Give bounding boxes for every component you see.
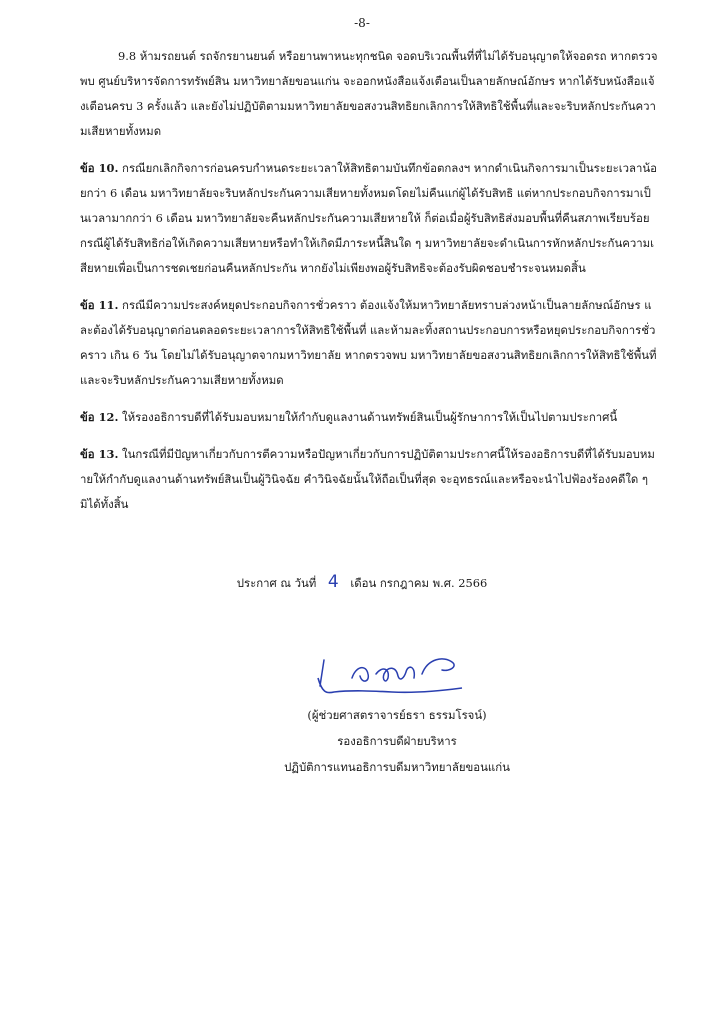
date-day-handwritten: 4 — [327, 572, 339, 592]
clause-text: ห้ามรถยนต์ รถจักรยานยนต์ หรือยานพาหนะทุกชนิด จอดบริเวณพื้นที่ที่ไม่ได้รับอนุญาตให้จอดรถ หากตรวจพบ ศูนย์บริหารจัดการทรัพย์สิน มหาวิทยาลัยขอนแก่น จะออกหนังสือแจ้งเตือนเป็นลายลักษณ์อักษร หากได้รับหนังสือแจ้งเตือนครบ 3 ครั้งแล้ว และยังไม่ปฏิบัติตามมหาวิทยาลัยขอสงวนสิทธิยกเลิกการให้สิทธิใช้พื้นที่และจะริบหลักประกันความเสียหายทั้งหมด — [80, 49, 658, 138]
document-body — [80, 44, 658, 529]
clause-text: ในกรณีที่มีปัญหาเกี่ยวกับการตีความหรือปัญหาเกี่ยวกับการปฏิบัติตามประกาศนี้ให้รองอธิการบดีที่ได้รับมอบหมายให้กำกับดูแลงานด้านทรัพย์สินเป็นผู้วินิจฉัย คำวินิจฉัยนั้นให้ถือเป็นที่สุด จะอุทธรณ์และหรือจะนำไปฟ้องร้องคดีใด ๆ มิได้ทั้งสิ้น — [80, 447, 655, 511]
clause-label: ข้อ 12. — [80, 410, 119, 424]
clause-12 — [80, 405, 658, 430]
clause-label: ข้อ 10. — [80, 161, 119, 175]
clause-9-8 — [80, 44, 658, 144]
handwritten-signature — [312, 648, 472, 700]
clause-label: 9.8 — [118, 49, 137, 63]
clause-13 — [80, 442, 658, 517]
clause-label: ข้อ 13. — [80, 447, 119, 461]
clause-text: กรณีมีความประสงค์หยุดประกอบกิจการชั่วคราว ต้องแจ้งให้มหาวิทยาลัยทราบล่วงหน้าเป็นลายลักษณ์อักษร และต้องได้รับอนุญาตก่อนตลอดระยะเวลาการให้สิทธิใช้พื้นที่ และห้ามละทิ้งสถานประกอบการหรือหยุดประกอบกิจการชั่วคราว เกิน 6 วัน โดยไม่ได้รับอนุญาตจากมหาวิทยาลัย หากตรวจพบ มหาวิทยาลัยขอสงวนสิทธิยกเลิกการให้สิทธิใช้พื้นที่และจะริบหลักประกันความเสียหายทั้งหมด — [80, 298, 657, 387]
signer-name: (ผู้ช่วยศาสตราจารย์ธรา ธรรมโรจน์) — [307, 708, 487, 722]
clause-10 — [80, 156, 658, 281]
signer-position: รองอธิการบดีฝ่ายบริหาร — [337, 734, 457, 748]
clause-11 — [80, 293, 658, 393]
clause-text: กรณียกเลิกกิจการก่อนครบกำหนดระยะเวลาให้สิทธิตามบันทึกข้อตกลงฯ หากดำเนินกิจการมาเป็นระยะเวลาน้อยกว่า 6 เดือน มหาวิทยาลัยจะริบหลักประกันความเสียหายทั้งหมดโดยไม่คืนแก่ผู้ได้รับสิทธิ แต่หากประกอบกิจการมาเป็นเวลามากกว่า 6 เดือน มหาวิทยาลัยจะคืนหลักประกันความเสียหายให้ ก็ต่อเมื่อผู้รับสิทธิส่งมอบพื้นที่คืนสภาพเรียบร้อย กรณีผู้ได้รับสิทธิก่อให้เกิดความเสียหายหรือทำให้เกิดมีภาระหนี้สินใด ๆ มหาวิทยาลัยจะดำเนินการหักหลักประกันความเสียหายเพื่อเป็นการชดเชยก่อนคืนหลักประกัน หากยังไม่เพียงพอผู้รับสิทธิจะต้องรับผิดชอบชำระจนหมดสิ้น — [80, 161, 657, 275]
announcement-date — [0, 572, 724, 593]
signer-acting-role: ปฏิบัติการแทนอธิการบดีมหาวิทยาลัยขอนแก่น — [284, 760, 510, 774]
clause-text: ให้รองอธิการบดีที่ได้รับมอบหมายให้กำกับดูแลงานด้านทรัพย์สินเป็นผู้รักษาการให้เป็นไปตามประกาศนี้ — [122, 410, 618, 424]
clause-label: ข้อ 11. — [80, 298, 119, 312]
page-number: -8- — [354, 16, 370, 30]
date-prefix: ประกาศ ณ วันที่ — [236, 576, 317, 590]
date-suffix: เดือน กรกฎาคม พ.ศ. 2566 — [350, 576, 488, 590]
signature-block — [0, 702, 724, 780]
